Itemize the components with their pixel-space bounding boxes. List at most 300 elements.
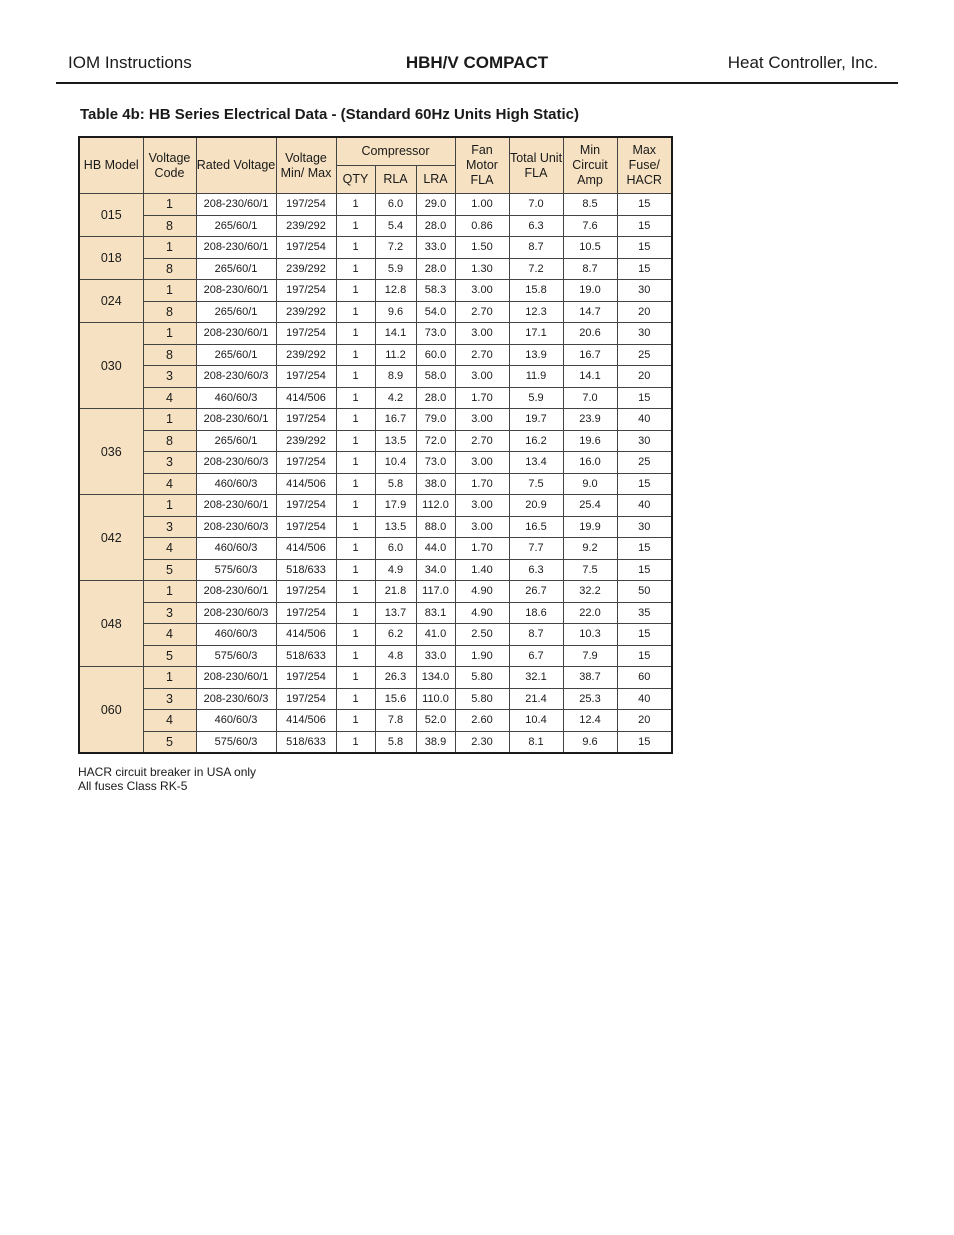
table-row xyxy=(79,667,672,689)
cell-qty: 1 xyxy=(336,280,375,302)
cell-qty: 1 xyxy=(336,194,375,216)
cell-min-circuit-amp: 25.4 xyxy=(563,495,617,517)
cell-voltage-minmax: 197/254 xyxy=(276,667,336,689)
cell-voltage-minmax: 197/254 xyxy=(276,581,336,603)
cell-lra: 38.9 xyxy=(416,731,455,753)
cell-voltage-minmax: 414/506 xyxy=(276,710,336,732)
cell-rla: 11.2 xyxy=(375,344,416,366)
cell-qty: 1 xyxy=(336,258,375,280)
cell-min-circuit-amp: 20.6 xyxy=(563,323,617,345)
cell-fan-motor-fla: 2.30 xyxy=(455,731,509,753)
cell-max-fuse: 15 xyxy=(617,731,672,753)
table-row xyxy=(79,301,672,323)
header-row xyxy=(79,137,672,166)
cell-lra: 54.0 xyxy=(416,301,455,323)
cell-voltage-minmax: 197/254 xyxy=(276,688,336,710)
table-row xyxy=(79,280,672,302)
col-min-circuit: Min Circuit Amp xyxy=(563,137,617,194)
cell-qty: 1 xyxy=(336,559,375,581)
cell-lra: 58.3 xyxy=(416,280,455,302)
cell-lra: 110.0 xyxy=(416,688,455,710)
col-fan-motor: Fan Motor FLA xyxy=(455,137,509,194)
header-right: Heat Controller, Inc. xyxy=(727,53,878,72)
cell-rated-voltage: 208-230/60/1 xyxy=(196,323,276,345)
cell-total-unit-fla: 7.0 xyxy=(509,194,563,216)
cell-max-fuse: 15 xyxy=(617,194,672,216)
cell-qty: 1 xyxy=(336,581,375,603)
cell-total-unit-fla: 13.9 xyxy=(509,344,563,366)
cell-lra: 112.0 xyxy=(416,495,455,517)
cell-qty: 1 xyxy=(336,667,375,689)
cell-rated-voltage: 208-230/60/3 xyxy=(196,366,276,388)
cell-lra: 79.0 xyxy=(416,409,455,431)
cell-fan-motor-fla: 4.90 xyxy=(455,602,509,624)
cell-voltage-minmax: 197/254 xyxy=(276,516,336,538)
cell-qty: 1 xyxy=(336,731,375,753)
cell-min-circuit-amp: 8.5 xyxy=(563,194,617,216)
col-total-unit: Total Unit FLA xyxy=(509,137,563,194)
table-row xyxy=(79,495,672,517)
cell-rla: 4.9 xyxy=(375,559,416,581)
cell-rla: 13.5 xyxy=(375,516,416,538)
cell-min-circuit-amp: 9.2 xyxy=(563,538,617,560)
table-row xyxy=(79,538,672,560)
cell-lra: 83.1 xyxy=(416,602,455,624)
cell-voltage-minmax: 197/254 xyxy=(276,280,336,302)
cell-lra: 52.0 xyxy=(416,710,455,732)
cell-lra: 33.0 xyxy=(416,645,455,667)
cell-voltage-minmax: 518/633 xyxy=(276,645,336,667)
cell-voltage-minmax: 239/292 xyxy=(276,215,336,237)
cell-lra: 29.0 xyxy=(416,194,455,216)
cell-fan-motor-fla: 3.00 xyxy=(455,409,509,431)
cell-min-circuit-amp: 25.3 xyxy=(563,688,617,710)
cell-total-unit-fla: 11.9 xyxy=(509,366,563,388)
cell-lra: 38.0 xyxy=(416,473,455,495)
cell-max-fuse: 30 xyxy=(617,280,672,302)
cell-min-circuit-amp: 7.0 xyxy=(563,387,617,409)
table-row xyxy=(79,409,672,431)
cell-voltage-code: 1 xyxy=(143,581,196,603)
cell-max-fuse: 30 xyxy=(617,323,672,345)
table-row xyxy=(79,581,672,603)
cell-voltage-minmax: 518/633 xyxy=(276,731,336,753)
cell-rla: 12.8 xyxy=(375,280,416,302)
cell-fan-motor-fla: 2.60 xyxy=(455,710,509,732)
cell-voltage-minmax: 414/506 xyxy=(276,387,336,409)
cell-fan-motor-fla: 3.00 xyxy=(455,452,509,474)
cell-lra: 73.0 xyxy=(416,452,455,474)
cell-fan-motor-fla: 2.50 xyxy=(455,624,509,646)
cell-rla: 7.2 xyxy=(375,237,416,259)
cell-lra: 44.0 xyxy=(416,538,455,560)
col-hb-model: HB Model xyxy=(79,137,143,194)
cell-min-circuit-amp: 23.9 xyxy=(563,409,617,431)
cell-rated-voltage: 208-230/60/1 xyxy=(196,667,276,689)
cell-rla: 4.8 xyxy=(375,645,416,667)
table-row xyxy=(79,516,672,538)
cell-rated-voltage: 208-230/60/1 xyxy=(196,194,276,216)
cell-voltage-code: 4 xyxy=(143,538,196,560)
cell-qty: 1 xyxy=(336,602,375,624)
cell-rated-voltage: 208-230/60/1 xyxy=(196,280,276,302)
cell-fan-motor-fla: 1.70 xyxy=(455,387,509,409)
cell-voltage-code: 3 xyxy=(143,366,196,388)
cell-max-fuse: 20 xyxy=(617,301,672,323)
cell-voltage-code: 4 xyxy=(143,624,196,646)
cell-fan-motor-fla: 3.00 xyxy=(455,280,509,302)
cell-lra: 72.0 xyxy=(416,430,455,452)
cell-max-fuse: 15 xyxy=(617,538,672,560)
cell-total-unit-fla: 6.3 xyxy=(509,559,563,581)
cell-fan-motor-fla: 3.00 xyxy=(455,495,509,517)
table-row xyxy=(79,688,672,710)
cell-voltage-minmax: 197/254 xyxy=(276,602,336,624)
cell-rated-voltage: 265/60/1 xyxy=(196,301,276,323)
cell-fan-motor-fla: 1.40 xyxy=(455,559,509,581)
cell-rated-voltage: 208-230/60/3 xyxy=(196,688,276,710)
cell-fan-motor-fla: 4.90 xyxy=(455,581,509,603)
table-notes xyxy=(78,765,256,793)
cell-qty: 1 xyxy=(336,344,375,366)
cell-fan-motor-fla: 1.50 xyxy=(455,237,509,259)
cell-lra: 34.0 xyxy=(416,559,455,581)
table-row xyxy=(79,710,672,732)
cell-qty: 1 xyxy=(336,645,375,667)
cell-max-fuse: 30 xyxy=(617,430,672,452)
cell-voltage-minmax: 197/254 xyxy=(276,495,336,517)
cell-rla: 5.8 xyxy=(375,731,416,753)
cell-lra: 117.0 xyxy=(416,581,455,603)
cell-voltage-minmax: 518/633 xyxy=(276,559,336,581)
cell-rated-voltage: 265/60/1 xyxy=(196,430,276,452)
col-max-fuse: Max Fuse/ HACR xyxy=(617,137,672,194)
cell-voltage-code: 5 xyxy=(143,645,196,667)
cell-min-circuit-amp: 32.2 xyxy=(563,581,617,603)
cell-max-fuse: 15 xyxy=(617,559,672,581)
cell-fan-motor-fla: 2.70 xyxy=(455,344,509,366)
cell-total-unit-fla: 32.1 xyxy=(509,667,563,689)
cell-voltage-minmax: 414/506 xyxy=(276,624,336,646)
cell-lra: 88.0 xyxy=(416,516,455,538)
cell-rated-voltage: 575/60/3 xyxy=(196,645,276,667)
cell-voltage-code: 1 xyxy=(143,194,196,216)
cell-max-fuse: 15 xyxy=(617,624,672,646)
cell-min-circuit-amp: 9.6 xyxy=(563,731,617,753)
cell-voltage-minmax: 197/254 xyxy=(276,452,336,474)
col-lra: LRA xyxy=(416,166,455,194)
cell-rated-voltage: 208-230/60/1 xyxy=(196,409,276,431)
cell-voltage-code: 3 xyxy=(143,452,196,474)
cell-fan-motor-fla: 1.00 xyxy=(455,194,509,216)
cell-max-fuse: 40 xyxy=(617,409,672,431)
table-row xyxy=(79,237,672,259)
cell-max-fuse: 25 xyxy=(617,452,672,474)
cell-hb-model: 030 xyxy=(79,323,143,409)
cell-rla: 15.6 xyxy=(375,688,416,710)
cell-max-fuse: 30 xyxy=(617,516,672,538)
cell-rated-voltage: 575/60/3 xyxy=(196,559,276,581)
table-body xyxy=(79,194,672,754)
cell-hb-model: 018 xyxy=(79,237,143,280)
cell-rla: 5.8 xyxy=(375,473,416,495)
cell-total-unit-fla: 8.7 xyxy=(509,237,563,259)
table-row xyxy=(79,430,672,452)
cell-min-circuit-amp: 10.3 xyxy=(563,624,617,646)
cell-voltage-code: 8 xyxy=(143,344,196,366)
cell-voltage-code: 8 xyxy=(143,301,196,323)
cell-rla: 16.7 xyxy=(375,409,416,431)
cell-total-unit-fla: 7.7 xyxy=(509,538,563,560)
cell-total-unit-fla: 6.7 xyxy=(509,645,563,667)
cell-min-circuit-amp: 14.7 xyxy=(563,301,617,323)
cell-rla: 10.4 xyxy=(375,452,416,474)
cell-rated-voltage: 208-230/60/3 xyxy=(196,452,276,474)
cell-max-fuse: 35 xyxy=(617,602,672,624)
table-row xyxy=(79,559,672,581)
cell-lra: 33.0 xyxy=(416,237,455,259)
cell-total-unit-fla: 12.3 xyxy=(509,301,563,323)
table-row xyxy=(79,323,672,345)
col-compressor: Compressor xyxy=(336,137,455,166)
col-qty: QTY xyxy=(336,166,375,194)
cell-hb-model: 024 xyxy=(79,280,143,323)
cell-voltage-code: 1 xyxy=(143,495,196,517)
page-header xyxy=(56,40,898,84)
cell-rated-voltage: 208-230/60/3 xyxy=(196,516,276,538)
cell-hb-model: 048 xyxy=(79,581,143,667)
note-fuses: All fuses Class RK-5 xyxy=(78,779,188,793)
cell-fan-motor-fla: 1.30 xyxy=(455,258,509,280)
cell-total-unit-fla: 16.2 xyxy=(509,430,563,452)
cell-hb-model: 042 xyxy=(79,495,143,581)
cell-max-fuse: 40 xyxy=(617,688,672,710)
cell-voltage-code: 5 xyxy=(143,731,196,753)
cell-rated-voltage: 460/60/3 xyxy=(196,473,276,495)
cell-fan-motor-fla: 1.70 xyxy=(455,473,509,495)
cell-voltage-code: 3 xyxy=(143,516,196,538)
cell-total-unit-fla: 20.9 xyxy=(509,495,563,517)
cell-min-circuit-amp: 9.0 xyxy=(563,473,617,495)
cell-qty: 1 xyxy=(336,624,375,646)
cell-min-circuit-amp: 38.7 xyxy=(563,667,617,689)
cell-max-fuse: 20 xyxy=(617,710,672,732)
cell-rla: 6.0 xyxy=(375,538,416,560)
cell-voltage-code: 1 xyxy=(143,237,196,259)
cell-rated-voltage: 460/60/3 xyxy=(196,710,276,732)
table-row xyxy=(79,624,672,646)
cell-fan-motor-fla: 0.86 xyxy=(455,215,509,237)
col-rla: RLA xyxy=(375,166,416,194)
cell-rated-voltage: 265/60/1 xyxy=(196,215,276,237)
cell-min-circuit-amp: 14.1 xyxy=(563,366,617,388)
cell-qty: 1 xyxy=(336,473,375,495)
cell-total-unit-fla: 10.4 xyxy=(509,710,563,732)
cell-qty: 1 xyxy=(336,452,375,474)
cell-hb-model: 036 xyxy=(79,409,143,495)
cell-voltage-code: 1 xyxy=(143,667,196,689)
cell-qty: 1 xyxy=(336,215,375,237)
table-row xyxy=(79,452,672,474)
cell-max-fuse: 60 xyxy=(617,667,672,689)
cell-voltage-code: 8 xyxy=(143,215,196,237)
cell-rated-voltage: 265/60/1 xyxy=(196,344,276,366)
cell-qty: 1 xyxy=(336,710,375,732)
cell-voltage-minmax: 197/254 xyxy=(276,194,336,216)
cell-total-unit-fla: 16.5 xyxy=(509,516,563,538)
cell-voltage-minmax: 197/254 xyxy=(276,237,336,259)
cell-voltage-minmax: 197/254 xyxy=(276,366,336,388)
cell-voltage-minmax: 197/254 xyxy=(276,409,336,431)
cell-rated-voltage: 460/60/3 xyxy=(196,538,276,560)
cell-total-unit-fla: 8.7 xyxy=(509,624,563,646)
cell-max-fuse: 15 xyxy=(617,645,672,667)
cell-rla: 5.4 xyxy=(375,215,416,237)
cell-voltage-minmax: 239/292 xyxy=(276,344,336,366)
cell-rated-voltage: 265/60/1 xyxy=(196,258,276,280)
cell-fan-motor-fla: 3.00 xyxy=(455,323,509,345)
table-title: Table 4b: HB Series Electrical Data - (Standard 60Hz Units High Static) xyxy=(80,106,580,123)
table-row xyxy=(79,344,672,366)
cell-fan-motor-fla: 1.90 xyxy=(455,645,509,667)
header-left: IOM Instructions xyxy=(68,53,192,72)
cell-qty: 1 xyxy=(336,237,375,259)
table-row xyxy=(79,602,672,624)
cell-rla: 6.2 xyxy=(375,624,416,646)
cell-fan-motor-fla: 5.80 xyxy=(455,688,509,710)
col-voltage-minmax: Voltage Min/ Max xyxy=(276,137,336,194)
cell-voltage-minmax: 414/506 xyxy=(276,473,336,495)
cell-min-circuit-amp: 7.6 xyxy=(563,215,617,237)
cell-qty: 1 xyxy=(336,495,375,517)
cell-lra: 41.0 xyxy=(416,624,455,646)
table-row xyxy=(79,473,672,495)
cell-voltage-minmax: 414/506 xyxy=(276,538,336,560)
cell-voltage-code: 8 xyxy=(143,258,196,280)
cell-min-circuit-amp: 19.9 xyxy=(563,516,617,538)
col-voltage-code: Voltage Code xyxy=(143,137,196,194)
cell-min-circuit-amp: 8.7 xyxy=(563,258,617,280)
cell-qty: 1 xyxy=(336,387,375,409)
cell-rla: 8.9 xyxy=(375,366,416,388)
cell-total-unit-fla: 17.1 xyxy=(509,323,563,345)
header-center: HBH/V COMPACT xyxy=(405,53,549,72)
cell-min-circuit-amp: 12.4 xyxy=(563,710,617,732)
cell-lra: 60.0 xyxy=(416,344,455,366)
cell-rla: 6.0 xyxy=(375,194,416,216)
cell-voltage-code: 1 xyxy=(143,280,196,302)
cell-voltage-code: 3 xyxy=(143,688,196,710)
cell-qty: 1 xyxy=(336,538,375,560)
cell-rla: 26.3 xyxy=(375,667,416,689)
cell-rated-voltage: 208-230/60/3 xyxy=(196,602,276,624)
cell-rla: 9.6 xyxy=(375,301,416,323)
cell-max-fuse: 15 xyxy=(617,387,672,409)
cell-rla: 5.9 xyxy=(375,258,416,280)
cell-fan-motor-fla: 5.80 xyxy=(455,667,509,689)
cell-fan-motor-fla: 3.00 xyxy=(455,516,509,538)
cell-hb-model: 015 xyxy=(79,194,143,237)
cell-voltage-code: 1 xyxy=(143,409,196,431)
table-row xyxy=(79,731,672,753)
cell-total-unit-fla: 15.8 xyxy=(509,280,563,302)
col-rated-voltage: Rated Voltage xyxy=(196,137,276,194)
cell-voltage-minmax: 197/254 xyxy=(276,323,336,345)
cell-voltage-code: 4 xyxy=(143,473,196,495)
cell-max-fuse: 20 xyxy=(617,366,672,388)
cell-max-fuse: 15 xyxy=(617,237,672,259)
cell-rla: 13.7 xyxy=(375,602,416,624)
cell-fan-motor-fla: 1.70 xyxy=(455,538,509,560)
cell-voltage-code: 5 xyxy=(143,559,196,581)
cell-fan-motor-fla: 2.70 xyxy=(455,430,509,452)
cell-fan-motor-fla: 3.00 xyxy=(455,366,509,388)
cell-qty: 1 xyxy=(336,323,375,345)
cell-rla: 7.8 xyxy=(375,710,416,732)
cell-rated-voltage: 460/60/3 xyxy=(196,624,276,646)
cell-voltage-code: 8 xyxy=(143,430,196,452)
cell-total-unit-fla: 6.3 xyxy=(509,215,563,237)
cell-min-circuit-amp: 7.5 xyxy=(563,559,617,581)
cell-min-circuit-amp: 16.7 xyxy=(563,344,617,366)
cell-min-circuit-amp: 19.0 xyxy=(563,280,617,302)
cell-hb-model: 060 xyxy=(79,667,143,754)
cell-voltage-code: 3 xyxy=(143,602,196,624)
cell-lra: 58.0 xyxy=(416,366,455,388)
cell-lra: 28.0 xyxy=(416,387,455,409)
note-hacr: HACR circuit breaker in USA only xyxy=(78,765,257,779)
cell-voltage-minmax: 239/292 xyxy=(276,258,336,280)
cell-rla: 14.1 xyxy=(375,323,416,345)
cell-qty: 1 xyxy=(336,409,375,431)
cell-qty: 1 xyxy=(336,516,375,538)
table-row xyxy=(79,366,672,388)
cell-max-fuse: 25 xyxy=(617,344,672,366)
cell-total-unit-fla: 8.1 xyxy=(509,731,563,753)
cell-rla: 4.2 xyxy=(375,387,416,409)
electrical-data-table xyxy=(78,136,673,754)
cell-total-unit-fla: 19.7 xyxy=(509,409,563,431)
cell-qty: 1 xyxy=(336,688,375,710)
cell-qty: 1 xyxy=(336,366,375,388)
table-row xyxy=(79,215,672,237)
cell-total-unit-fla: 7.2 xyxy=(509,258,563,280)
cell-rated-voltage: 208-230/60/1 xyxy=(196,237,276,259)
cell-max-fuse: 15 xyxy=(617,258,672,280)
cell-total-unit-fla: 13.4 xyxy=(509,452,563,474)
cell-qty: 1 xyxy=(336,430,375,452)
cell-max-fuse: 50 xyxy=(617,581,672,603)
cell-total-unit-fla: 26.7 xyxy=(509,581,563,603)
cell-total-unit-fla: 21.4 xyxy=(509,688,563,710)
cell-max-fuse: 15 xyxy=(617,473,672,495)
cell-rated-voltage: 575/60/3 xyxy=(196,731,276,753)
cell-voltage-minmax: 239/292 xyxy=(276,430,336,452)
cell-total-unit-fla: 7.5 xyxy=(509,473,563,495)
cell-lra: 73.0 xyxy=(416,323,455,345)
cell-rated-voltage: 208-230/60/1 xyxy=(196,581,276,603)
cell-rla: 21.8 xyxy=(375,581,416,603)
cell-voltage-code: 1 xyxy=(143,323,196,345)
table-row xyxy=(79,258,672,280)
cell-voltage-code: 4 xyxy=(143,710,196,732)
cell-rated-voltage: 208-230/60/1 xyxy=(196,495,276,517)
cell-rated-voltage: 460/60/3 xyxy=(196,387,276,409)
cell-lra: 134.0 xyxy=(416,667,455,689)
cell-rla: 13.5 xyxy=(375,430,416,452)
cell-max-fuse: 40 xyxy=(617,495,672,517)
cell-max-fuse: 15 xyxy=(617,215,672,237)
